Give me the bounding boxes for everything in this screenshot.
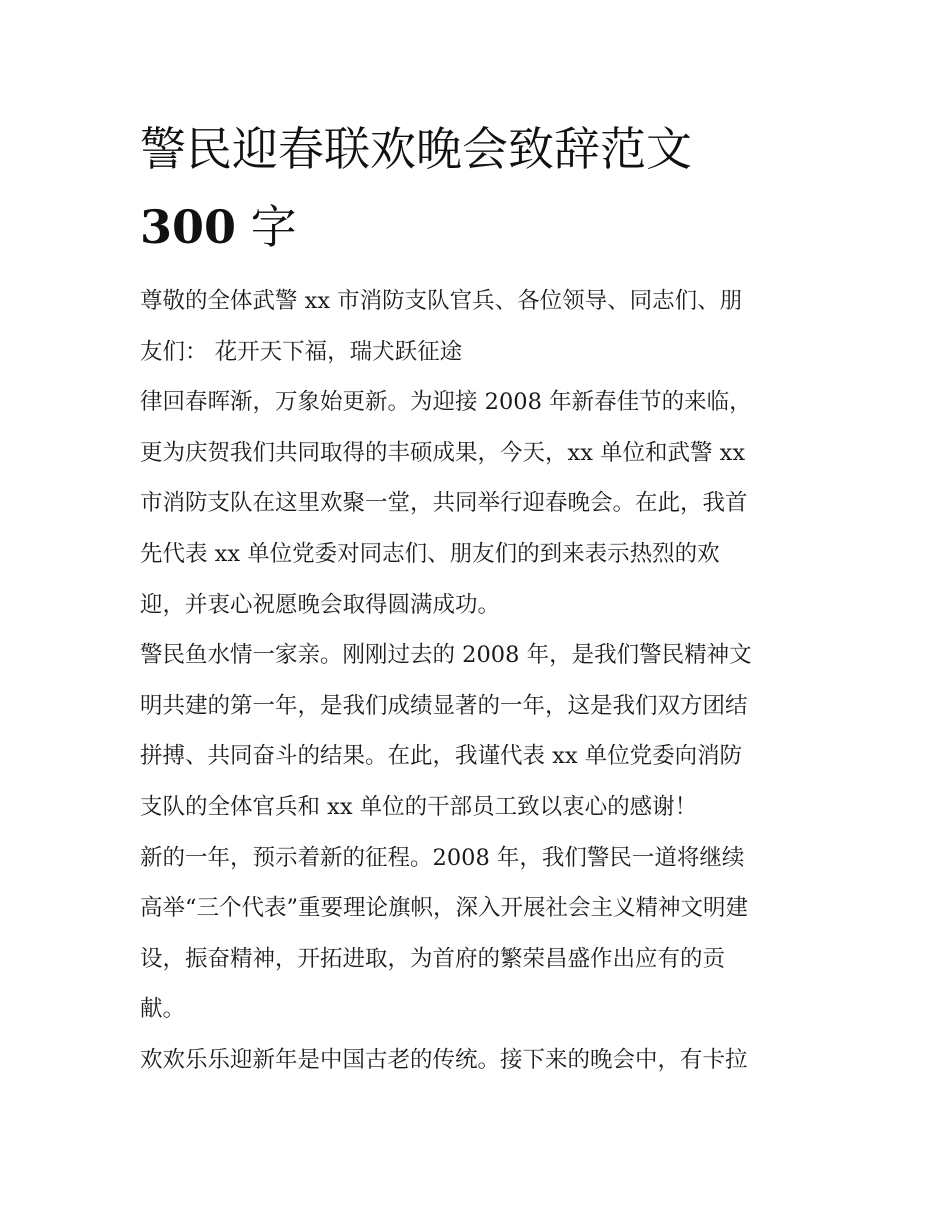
paragraph-new-year xyxy=(140,833,820,1035)
paragraph-tradition xyxy=(140,1035,820,1086)
text-line: 高举“三个代表”重要理论旗帜，深入开展社会主义精神文明建 xyxy=(140,895,749,922)
text-line: 律回春晖渐，万象始更新。为迎接 2008 年新春佳节的来临， xyxy=(140,389,752,416)
title-line-2 xyxy=(140,188,820,266)
text-line: 明共建的第一年，是我们成绩显著的一年，这是我们双方团结 xyxy=(140,692,748,719)
text-line: 献。 xyxy=(140,996,186,1023)
title-line-1: 警民迎春联欢晚会致辞范文 xyxy=(140,122,692,176)
text-line: 拼搏、共同奋斗的结果。在此，我谨代表 xx 单位党委向消防 xyxy=(140,743,743,770)
text-line: 迎，并衷心祝愿晚会取得圆满成功。 xyxy=(140,591,501,618)
text-line: 支队的全体官兵和 xx 单位的干部员工致以衷心的感谢！ xyxy=(140,793,698,820)
text-line: 尊敬的全体武警 xx 市消防支队官兵、各位领导、同志们、朋 xyxy=(140,288,743,314)
paragraph-greeting xyxy=(140,276,820,377)
paragraph-thanks xyxy=(140,630,820,832)
paragraph-welcome xyxy=(140,377,820,630)
text-line: 新的一年，预示着新的征程。2008 年，我们警民一道将继续 xyxy=(140,844,745,871)
text-line: 友们： 花开天下福，瑞犬跃征途 xyxy=(140,338,463,365)
text-line: 更为庆贺我们共同取得的丰硕成果，今天，xx 单位和武警 xx xyxy=(140,439,746,466)
title-number: 300 xyxy=(140,200,237,254)
text-line: 先代表 xx 单位党委对同志们、朋友们的到来表示热烈的欢 xyxy=(140,540,720,567)
text-line: 警民鱼水情一家亲。刚刚过去的 2008 年，是我们警民精神文 xyxy=(140,642,752,669)
text-line: 欢欢乐乐迎新年是中国古老的传统。接下来的晚会中，有卡拉 xyxy=(140,1046,748,1073)
document-body xyxy=(140,276,820,1086)
text-line: 市消防支队在这里欢聚一堂，共同举行迎春晚会。在此，我首 xyxy=(140,490,748,517)
text-line: 设，振奋精神，开拓进取，为首府的繁荣昌盛作出应有的贡 xyxy=(140,945,726,972)
document-title xyxy=(140,110,820,266)
title-unit: 字 xyxy=(236,200,297,254)
